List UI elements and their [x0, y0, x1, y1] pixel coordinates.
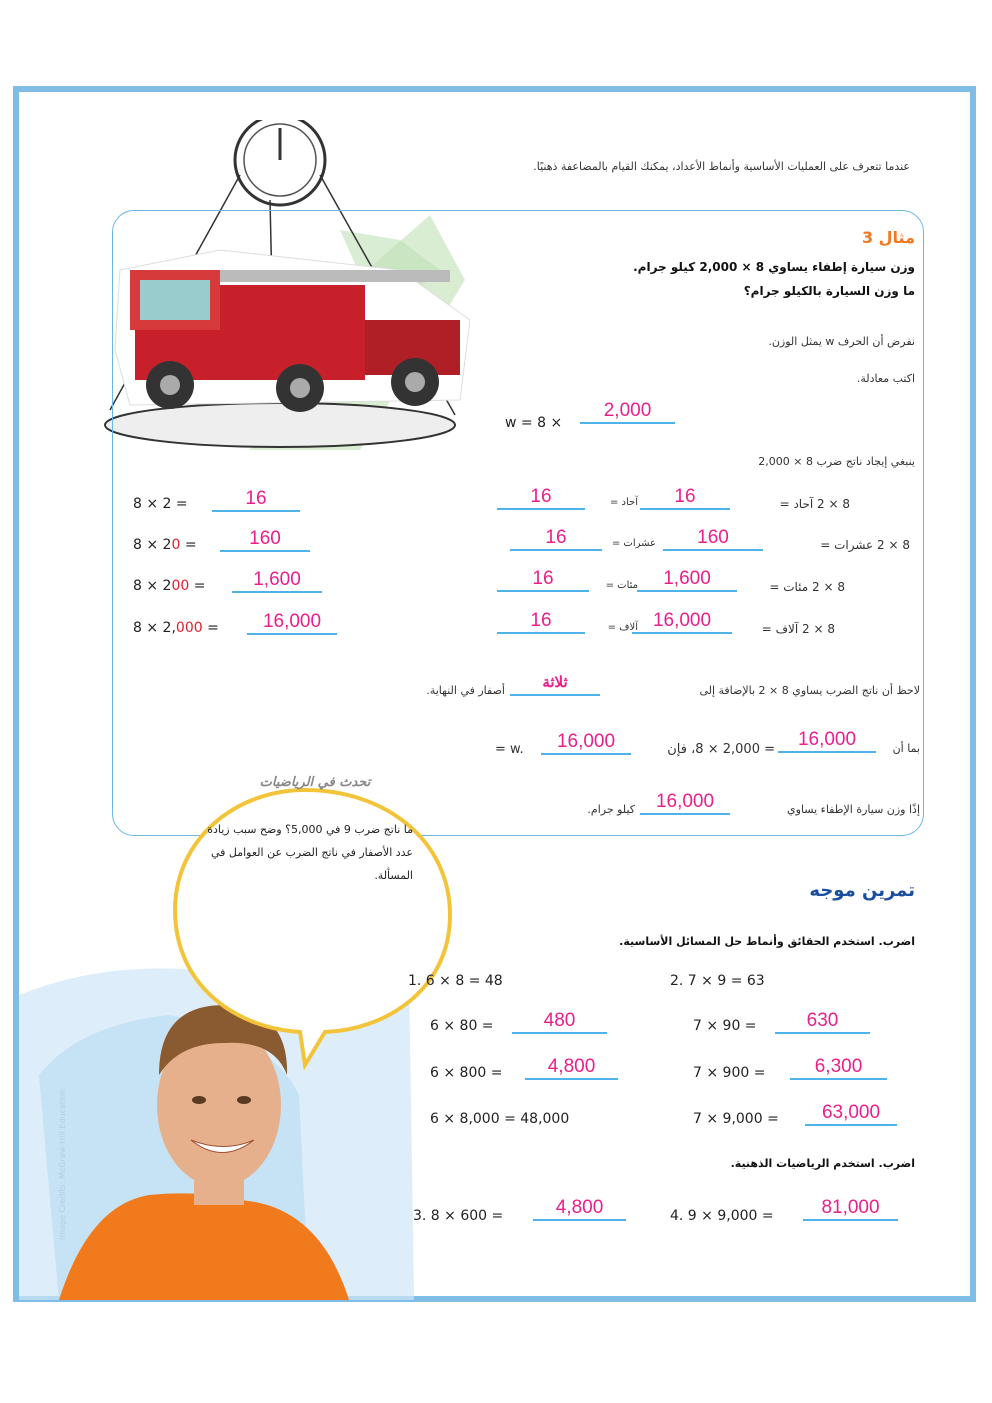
example-problem-line1: وزن سيارة إطفاء يساوي 8 × 2,000 كيلو جرام. — [633, 260, 915, 274]
left-row-1-expression: 8 × 2 = — [133, 496, 188, 512]
guided-instruction2: اضرب. استخدم الرياضيات الذهنية. — [730, 1157, 915, 1170]
left-row-4-expression: 8 × 2,000 = — [133, 620, 219, 636]
talk-title: تحدث في الرياضيات — [259, 775, 371, 790]
right-row-3-answer1: 16 — [497, 568, 589, 592]
notice-before: لاحظ أن ناتج الضرب يساوي 8 × 2 بالإضافة إلى — [699, 684, 920, 697]
p2-row3-expression: 7 × 9,000 = — [693, 1111, 779, 1127]
p4-expression: 4. 9 × 9,000 = — [670, 1208, 774, 1224]
right-row-4-mid: آلاف = — [607, 622, 638, 633]
right-row-2-text: 8 × 2 عشرات = — [820, 538, 910, 552]
notice-answer: ثلاثة — [510, 672, 600, 696]
p2-header: 2. 7 × 9 = 63 — [670, 973, 765, 989]
right-row-4-answer1: 16 — [497, 610, 585, 634]
since-mid: = 2,000 × 8، فإن — [667, 742, 775, 757]
right-row-3-answer2: 1,600 — [637, 568, 737, 592]
left-row-3-expression: 8 × 200 = — [133, 578, 206, 594]
example-step3: ينبغي إيجاد ناتج ضرب 8 × 2,000 — [758, 455, 915, 468]
p4-answer: 81,000 — [803, 1197, 898, 1221]
right-row-1-answer2: 16 — [640, 486, 730, 510]
left-row-2-expression: 8 × 20 = — [133, 537, 197, 553]
since-answer2: 16,000 — [541, 731, 631, 755]
p1-row1-answer: 480 — [512, 1010, 607, 1034]
equation-prefix: w = 8 × — [505, 415, 563, 431]
right-row-2-answer2: 160 — [663, 527, 763, 551]
right-row-3-mid: مئات = — [605, 580, 638, 591]
since-answer1: 16,000 — [778, 729, 876, 753]
right-row-2-mid: عشرات = — [611, 538, 656, 549]
p2-row2-expression: 7 × 900 = — [693, 1065, 766, 1081]
p1-header: 1. 6 × 8 = 48 — [408, 973, 503, 989]
right-row-1-answer1: 16 — [497, 486, 585, 510]
left-row-3-answer: 1,600 — [232, 569, 322, 593]
right-row-4-answer2: 16,000 — [632, 610, 732, 634]
example-problem-line2: ما وزن السيارة بالكيلو جرام؟ — [743, 284, 915, 298]
guided-instruction1: اضرب. استخدم الحقائق وأنماط حل المسائل الأساسية. — [619, 935, 915, 948]
p2-row2-answer: 6,300 — [790, 1056, 887, 1080]
left-row-1-answer: 16 — [212, 488, 300, 512]
p3-expression: 3. 8 × 600 = — [413, 1208, 504, 1224]
example-title: مثال 3 — [861, 228, 915, 247]
guided-title: تمرين موجه — [809, 880, 915, 901]
p1-row3-expression: 6 × 8,000 = 48,000 — [430, 1111, 570, 1127]
p1-row2-answer: 4,800 — [525, 1056, 618, 1080]
equation-answer: 2,000 — [580, 400, 675, 424]
talk-text: ما ناتج ضرب 9 في 5,000؟ وضح سبب زيادة عدد الأصفار في ناتج الضرب عن العوامل في المسألة. — [207, 823, 413, 882]
right-row-1-text: 8 × 2 آحاد = — [779, 497, 850, 511]
right-row-2-answer1: 16 — [510, 527, 602, 551]
speech-bubble — [165, 770, 465, 1070]
p3-answer: 4,800 — [533, 1197, 626, 1221]
since-before: بما أن — [892, 742, 920, 755]
p1-row1-expression: 6 × 80 = — [430, 1018, 494, 1034]
p1-row2-expression: 6 × 800 = — [430, 1065, 503, 1081]
right-row-4-text: 8 × 2 آلاف = — [761, 622, 835, 636]
left-row-2-answer: 160 — [220, 528, 310, 552]
p2-row1-answer: 630 — [775, 1010, 870, 1034]
p2-row1-expression: 7 × 90 = — [693, 1018, 757, 1034]
p2-row3-answer: 63,000 — [805, 1102, 897, 1126]
conclusion-after: كيلو جرام. — [587, 803, 635, 816]
example-step1: نفرض أن الحرف w يمثل الوزن. — [768, 335, 915, 348]
conclusion-before: إذًا وزن سيارة الإطفاء يساوي — [787, 803, 920, 816]
notice-after: أصفار في النهاية. — [426, 684, 505, 697]
conclusion-answer: 16,000 — [640, 791, 730, 815]
left-row-4-answer: 16,000 — [247, 611, 337, 635]
intro-text: عندما تتعرف على العمليات الأساسية وأنماط الأعداد، يمكنك القيام بالمضاعفة ذهنيًا. — [533, 160, 910, 173]
example-step2: اكتب معادلة. — [856, 372, 915, 385]
right-row-3-text: 8 × 2 مئات = — [769, 580, 845, 594]
right-row-1-mid: آحاد = — [609, 497, 638, 508]
since-after: = w. — [495, 742, 524, 757]
